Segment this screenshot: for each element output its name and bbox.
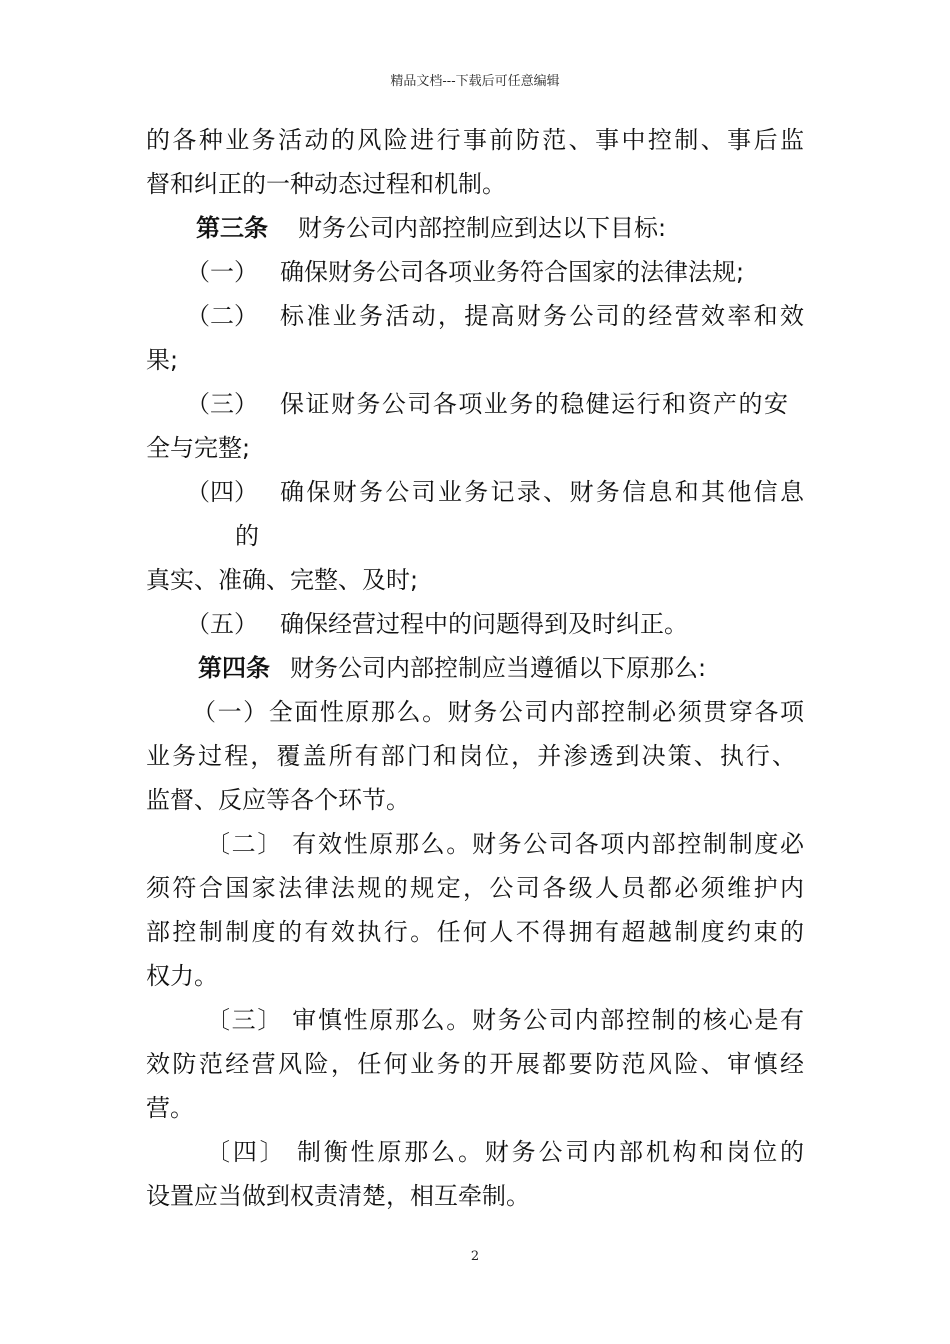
body-line: 督和纠正的一种动态过程和机制。 xyxy=(146,170,506,198)
item-text: 确保财务公司业务记录、财务信息和其他信息 xyxy=(280,478,804,506)
item-text: 确保财务公司各项业务符合国家的法律法规; xyxy=(280,258,745,286)
item-continuation: 真实、准确、完整、及时; xyxy=(146,566,419,594)
item-number: （二） xyxy=(186,302,258,330)
body-line: 的各种业务活动的风险进行事前防范、事中控制、事后监 xyxy=(146,126,804,154)
item-number: （三） xyxy=(186,390,258,418)
principle-line: 效防范经营风险，任何业务的开展都要防范风险、审慎经 xyxy=(146,1050,804,1078)
article-3-title: 第三条 xyxy=(196,214,268,242)
principle-line: 〔四〕 制衡性原那么。财务公司内部机构和岗位的 xyxy=(206,1138,804,1166)
page-header: 精品文档---下载后可任意编辑 xyxy=(390,74,560,89)
principle-line: 业务过程，覆盖所有部门和岗位，并渗透到决策、执行、 xyxy=(146,742,796,770)
page-number: 2 xyxy=(470,1249,480,1264)
item-continuation: 果; xyxy=(146,346,179,374)
item-text: 确保经营过程中的问题得到及时纠正。 xyxy=(280,610,688,638)
principle-line: 营。 xyxy=(146,1094,194,1122)
item-number: （一） xyxy=(186,258,258,286)
item-number: （五） xyxy=(186,610,258,638)
article-3-text: 财务公司内部控制应到达以下目标: xyxy=(298,214,667,242)
principle-line: 〔三〕 审慎性原那么。财务公司内部控制的核心是有 xyxy=(206,1006,804,1034)
principle-line: 〔二〕 有效性原那么。财务公司各项内部控制制度必 xyxy=(206,830,804,858)
item-text: 标准业务活动，提高财务公司的经营效率和效 xyxy=(280,302,804,330)
principle-line: 部控制制度的有效执行。任何人不得拥有超越制度约束的 xyxy=(146,918,804,946)
principle-line: （一）全面性原那么。财务公司内部控制必须贯穿各项 xyxy=(192,698,804,726)
item-number: （四） xyxy=(186,478,258,506)
principle-line: 设置应当做到权责清楚，相互牵制。 xyxy=(146,1182,530,1210)
item-wrap: 的 xyxy=(235,522,259,550)
item-continuation: 全与完整; xyxy=(146,434,251,462)
article-4-title: 第四条 xyxy=(198,654,270,682)
item-text: 保证财务公司各项业务的稳健运行和资产的安 xyxy=(280,390,788,418)
principle-line: 须符合国家法律法规的规定，公司各级人员都必须维护内 xyxy=(146,874,804,902)
article-4-text: 财务公司内部控制应当遵循以下原那么: xyxy=(290,654,707,682)
principle-line: 监督、反应等各个环节。 xyxy=(146,786,410,814)
principle-line: 权力。 xyxy=(146,962,218,990)
